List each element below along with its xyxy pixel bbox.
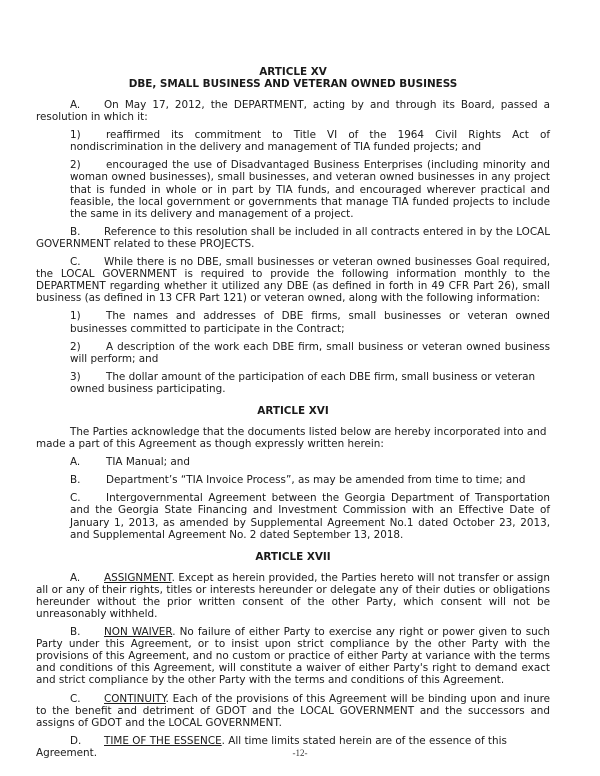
article-xvi-item-a: A. TIA Manual; and	[70, 456, 190, 469]
article-xv-c-item-3: 3) The dollar amount of the participation of each DBE firm, small business or veteran owned business participating.	[70, 370, 536, 395]
article-xvii-para-d: D. TIME OF THE ESSENCE. All time limits stated herein are of the essence of this Agreement.	[36, 734, 507, 759]
article-xv-para-b: B. Reference to this resolution shall be included in all contracts entered in by the LOCAL GOVERNMENT related to these PROJECTS.	[36, 225, 550, 250]
article-xv-c-item-1: 1) The names and addresses of DBE firms, small businesses or veteran owned businesses committed to participate in the Contract;	[70, 310, 550, 335]
article-xv-para-c: C. While there is no DBE, small businesses or veteran owned businesses Goal required, the LOCAL GOVERNMENT is required to provide the following information monthly to the DEPARTMENT regarding whether it utilized any DBE (as defined in forth in 49 CFR Part 26), small business (as defined in 13 CFR Part 121) or veteran owned, along with the following information:	[36, 256, 550, 305]
article-xvi-item-c: C. Intergovernmental Agreement between the Georgia Department of Transportation and the Georgia State Financing and Investment Commission with an Effective Date of January 1, 2013, as amended by Supplemental Agreement No.1 dated October 23, 2013, and Supplemental Agreement No. 2 dated September 13, 2018.	[70, 492, 550, 541]
article-xvii-para-a: A. ASSIGNMENT. Except as herein provided, the Parties hereto will not transfer or assign all or any of their rights, titles or interests hereunder or delegate any of their duties or obligations hereunder without the prior written consent of the other Party, which consent will not be unreasonably withheld.	[36, 571, 550, 620]
article-xv-subtitle: DBE, SMALL BUSINESS AND VETERAN OWNED BUSINESS	[128, 78, 458, 90]
article-xvii-para-b: B. NON WAIVER. No failure of either Party to exercise any right or power given to such Party under this Agreement, or to insist upon strict compliance by the other Party with the provisions of this Agreement, and no custom or practice of either Party at variance with the terms and conditions of this Agreement, will constitute a waiver of either Party's right to demand exact and strict compliance by the other Party with the terms and conditions of this Agreement.	[36, 626, 550, 687]
article-xvi-item-b: B. Department’s “TIA Invoice Process”, as may be amended from time to time; and	[70, 474, 526, 487]
article-xvii-para-c: C. CONTINUITY. Each of the provisions of this Agreement will be binding upon and inure to the benefit and detriment of GDOT and the LOCAL GOVERNMENT and the successors and assigns of GDOT and the LOCAL GOVERNMENT.	[36, 692, 550, 729]
page-number: -12-	[292, 748, 308, 758]
time-of-essence-heading: TIME OF THE ESSENCE	[104, 734, 222, 747]
continuity-heading: CONTINUITY	[104, 692, 166, 705]
article-xv-para-a: A. On May 17, 2012, the DEPARTMENT, acting by and through its Board, passed a resolution in which it:	[36, 99, 550, 124]
assignment-heading: ASSIGNMENT	[104, 571, 172, 584]
article-xvi-title: ARTICLE XVI	[257, 404, 329, 417]
article-xv-c-item-2: 2) A description of the work each DBE firm, small business or veteran owned business will perform; and	[70, 340, 550, 365]
article-xv-a-item-1: 1) reaffirmed its commitment to Title VI of the 1964 Civil Rights Act of nondiscrimination in the delivery and management of TIA funded projects; and	[70, 129, 550, 154]
non-waiver-heading: NON WAIVER	[104, 626, 173, 639]
article-xv-a-item-2: 2) encouraged the use of Disadvantaged Business Enterprises (including minority and woman owned businesses), small businesses, and veteran owned businesses in any project that is funded in whole or in part by TIA funds, and encouraged wherever practical and feasible, the local government or governments that manage TIA funded projects to include the same in its delivery and management of a project.	[70, 159, 550, 220]
article-xv-title: ARTICLE XV	[259, 66, 327, 78]
article-xvii-title: ARTICLE XVII	[255, 550, 331, 563]
article-xvi-intro: The Parties acknowledge that the documents listed below are hereby incorporated into and made a part of this Agreement as though expressly written herein:	[36, 425, 547, 451]
document-page	[36, 66, 550, 759]
